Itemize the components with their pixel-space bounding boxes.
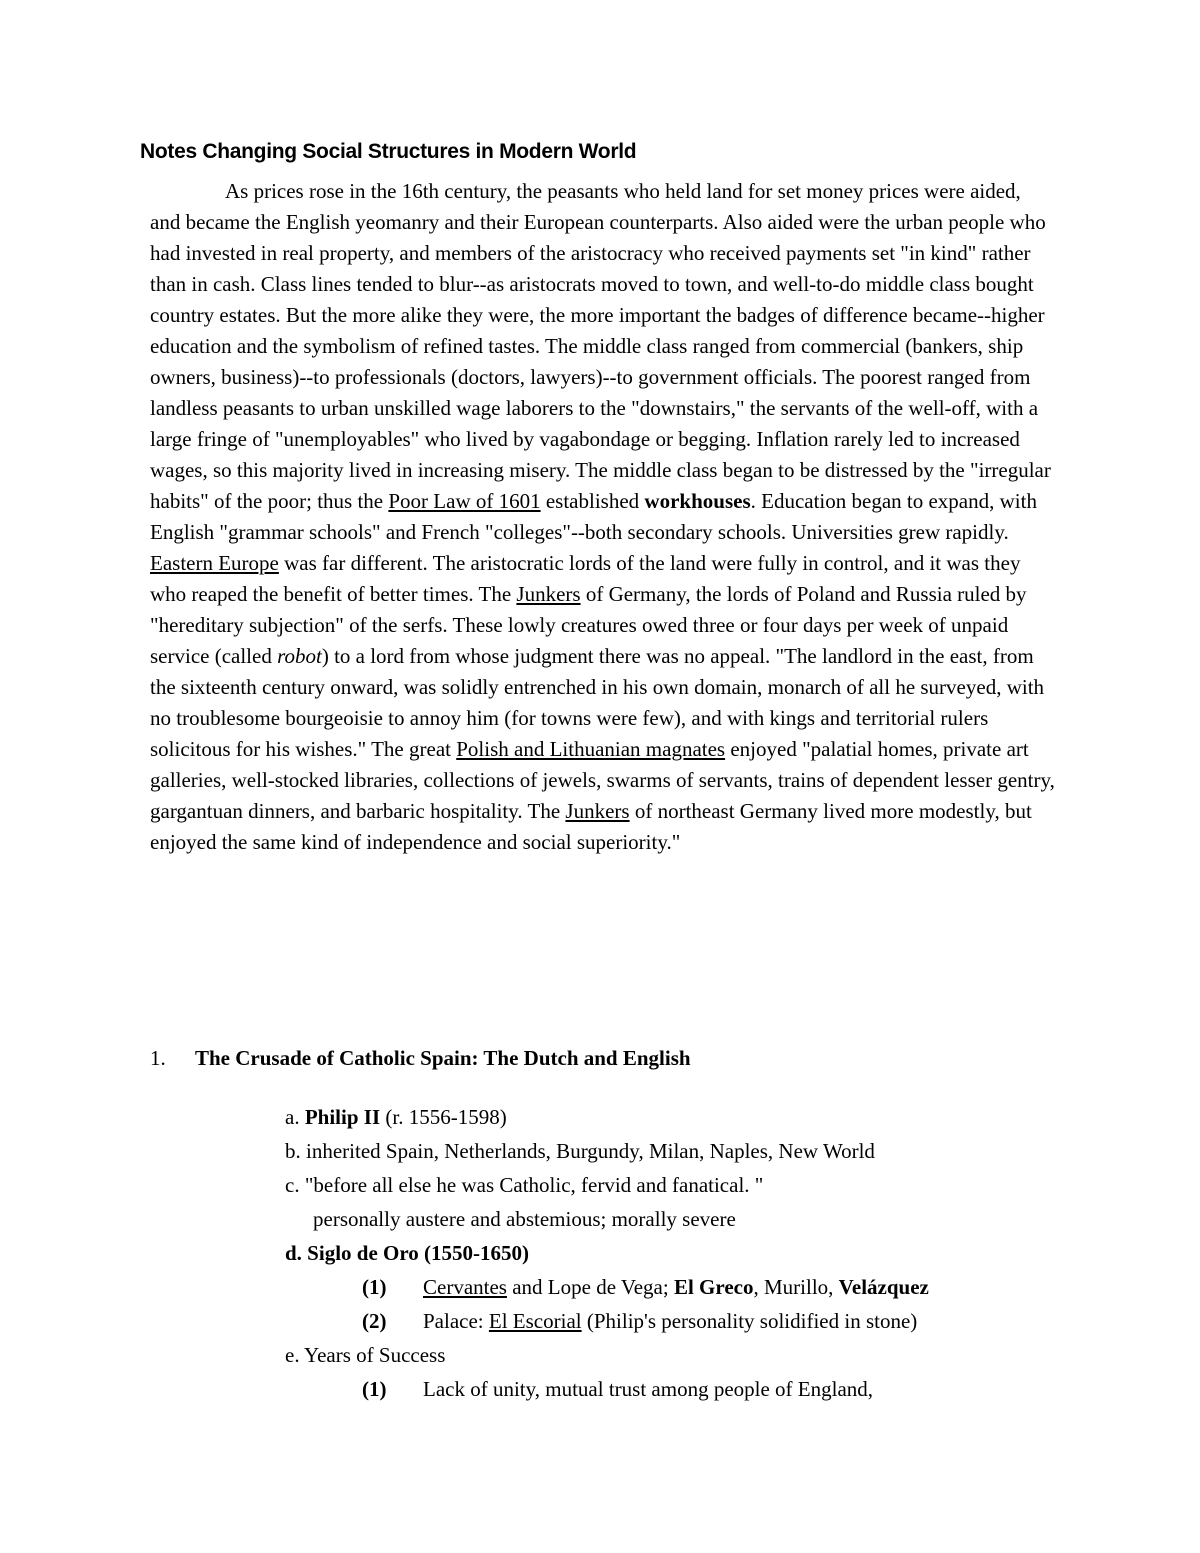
poor-law-term: Poor Law of 1601 [388,489,541,513]
outline-list [285,1100,929,1406]
outline-item-c: c. "before all else he was Catholic, fervid and fanatical. " [285,1173,764,1197]
outline-item-c-continuation: personally austere and abstemious; morally severe [313,1207,736,1231]
page-title: Notes Changing Social Structures in Modern World [140,140,637,163]
outline-item-a [285,1100,929,1134]
philip-name: Philip II [304,1105,381,1129]
body-paragraph [150,176,1055,858]
el-greco-term: El Greco [673,1275,754,1299]
outline-item-text: (r. 1556-1598) [380,1105,507,1129]
junkers-term: Junkers [516,582,581,606]
eastern-europe-term: Eastern Europe [150,551,279,575]
paragraph-text: As prices rose in the 16th century, the peasants who held land for set money prices were aided, and became the English yeomanry and their European counterparts. Also aided were the urban people who had invested in real property, and members of the aristocracy who received payments set "in kind" rather than in cash. Class lines tended to blur--as aristocrats moved to town, and well-to-do middle class bought country estates. But the more alike they were, the more important the badges of difference became--higher education and the symbolism of refined tastes. The middle class ranged from commercial (bankers, ship owners, business)--to professionals (doctors, lawyers)--to government officials. The poorest ranged from landless peasants to urban unskilled wage laborers to the "downstairs," the servants of the well-off, with a large fringe of "unemployables" who lived by vagabondage or begging. Inflation rarely led to increased wages, so this majority lived in increasing misery. The middle class began to be distressed by the "irregular habits" of the poor; thus the [150,179,1051,513]
subitem-text: Lack of unity, mutual trust among people of England, [423,1377,874,1401]
subitem-label: (1) [362,1377,387,1401]
outline-item-e: e. Years of Success [285,1343,446,1367]
paragraph-text: of Germany, the lords of Poland and Russia ruled by "hereditary subjection" of the serfs. These lowly creatures owed three or four days per week of unpaid service (called [150,582,1027,668]
subitem-text: Palace: [423,1309,489,1333]
junkers-term: Junkers [565,799,630,823]
subitem-text: and Lope de Vega; [506,1275,674,1299]
subitem-text: (Philip's personality solidified in stone) [581,1309,918,1333]
subitem-text: , Murillo, [753,1275,839,1299]
workhouses-term: workhouses [644,489,751,513]
outline-subitem-d2 [285,1304,929,1338]
paragraph-text: was far different. The aristocratic lords of the land were fully in control, and it was they who reaped the benefit of better times. The [150,551,1021,606]
paragraph-text: established [540,489,645,513]
paragraph-text: . Education began to expand, with English "grammar schools" and French "colleges"--both secondary schools. Universities grew rapidly. [150,489,1037,544]
robot-term: robot [277,644,322,668]
outline-subitem-e1 [285,1372,929,1406]
section-number: 1. [150,1046,166,1070]
paragraph-text: of northeast Germany lived more modestly, but enjoyed the same kind of independence and social superiority." [150,799,1032,854]
section-heading [150,1046,691,1071]
paragraph-text: ) to a lord from whose judgment there was no appeal. "The landlord in the east, from the sixteenth century onward, was solidly entrenched in his own domain, monarch of all he surveyed, with no troublesome bourgeoisie to annoy him (for towns were few), and with kings and territorial rulers solicitous for his wishes." The great [150,644,1045,761]
cervantes-term: Cervantes [423,1275,507,1299]
velazquez-term: Velázquez [838,1275,929,1299]
el-escorial-term: El Escorial [488,1309,582,1333]
section-title: The Crusade of Catholic Spain: The Dutch and English [195,1046,691,1070]
outline-item-text: a. [285,1105,305,1129]
subitem-label: (2) [362,1309,387,1333]
outline-subitem-d1 [285,1270,929,1304]
subitem-label: (1) [362,1275,387,1299]
magnates-term: Polish and Lithuanian magnates [456,737,726,761]
paragraph-text: enjoyed "palatial homes, private art galleries, well-stocked libraries, collections of jewels, swarms of servants, trains of dependent lesser gentry, gargantuan dinners, and barbaric hospitality. The [150,737,1055,823]
outline-item-d: d. Siglo de Oro (1550-1650) [285,1241,530,1265]
outline-item-b: b. inherited Spain, Netherlands, Burgundy, Milan, Naples, New World [285,1139,875,1163]
